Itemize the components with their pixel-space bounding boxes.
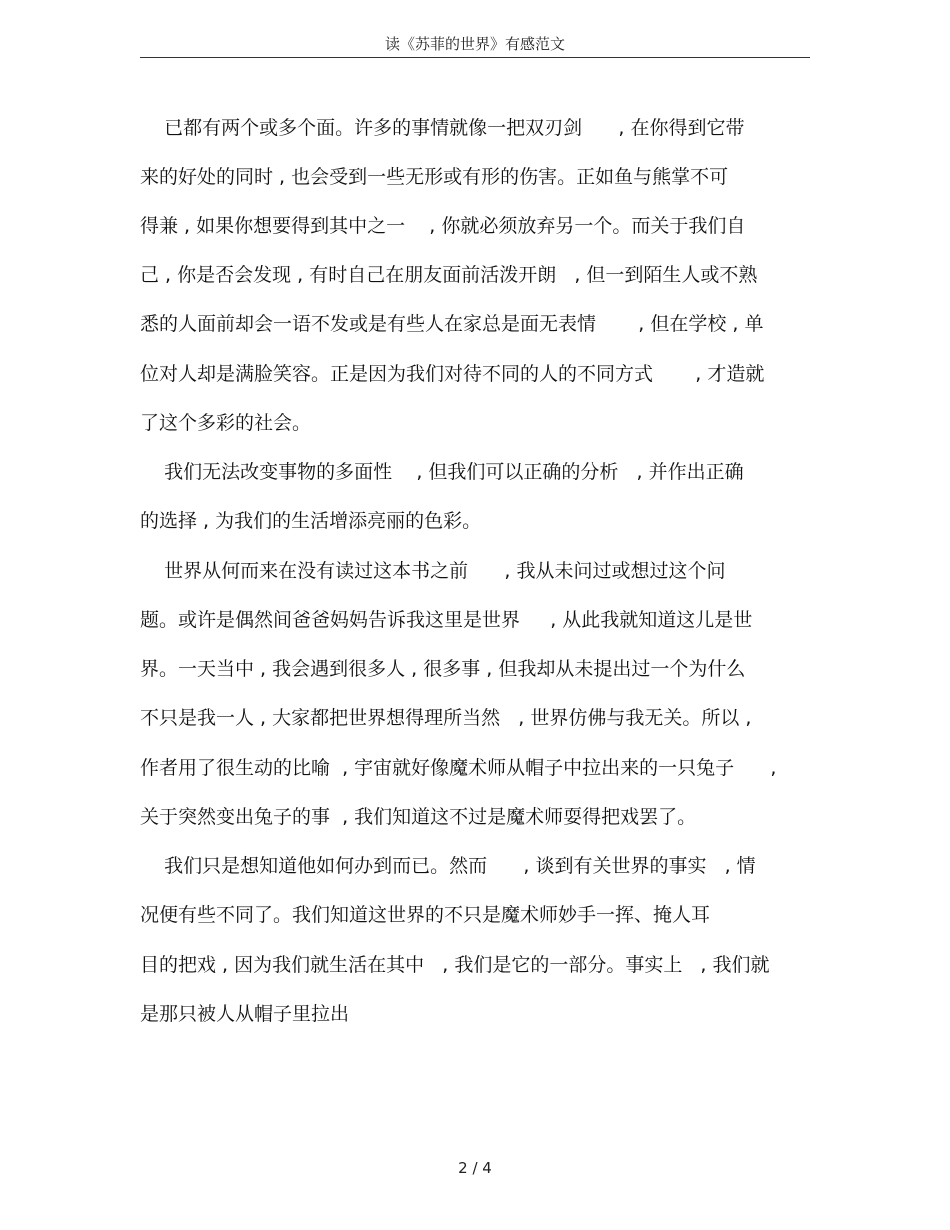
text-line: 得兼 , 如果你想要得到其中之一 , 你就必须放弃另一个。而关于我们自 [140, 215, 746, 237]
text-line: 况便有些不同了。我们知道这世界的不只是魔术师妙手一挥、掩人耳 [140, 904, 711, 926]
page-header: 读《苏菲的世界》有感范文 [384, 35, 565, 53]
text-line: 我们只是想知道他如何办到而已。然而 , 谈到有关世界的事实 , 情 [140, 855, 756, 877]
text-line: 目的把戏 , 因为我们就生活在其中 , 我们是它的一部分。事实上 , 我们就 [140, 954, 770, 976]
text-line: 的选择 , 为我们的生活增添亮丽的色彩。 [140, 510, 482, 532]
text-line: 关于突然变出兔子的事 , 我们知道这不过是魔术师耍得把戏罢了。 [140, 806, 697, 828]
text-line: 界。一天当中 , 我会遇到很多人 , 很多事 , 但我却从未提出过一个为什么 [140, 658, 746, 680]
text-line: 已都有两个或多个面。许多的事情就像一把双刃剑 , 在你得到它带 [140, 117, 745, 139]
text-line: 作者用了很生动的比喻 , 宇宙就好像魔术师从帽子中拉出来的一只兔子 , [140, 757, 777, 779]
page-number: 2 / 4 [458, 1159, 492, 1177]
text-line: 位对人却是满脸笑容。正是因为我们对待不同的人的不同方式 , 才造就 [140, 363, 765, 385]
text-line: 世界从何而来在没有读过这本书之前 , 我从未问过或想过这个问 [140, 560, 726, 582]
text-line: 不只是我一人 , 大家都把世界想得理所当然 , 世界仿佛与我无关。所以 , [140, 707, 752, 729]
text-line: 来的好处的同时 , 也会受到一些无形或有形的伤害。正如鱼与熊掌不可 [140, 166, 729, 188]
text-line: 是那只被人从帽子里拉出 [140, 1003, 350, 1025]
text-line: 题。或许是偶然间爸爸妈妈告诉我这里是世界 , 从此我就知道这儿是世 [140, 609, 753, 631]
text-line: 悉的人面前却会一语不发或是有些人在家总是面无表情 , 但在学校 , 单 [140, 313, 764, 335]
text-line: 我们无法改变事物的多面性 , 但我们可以正确的分析 , 并作出正确 [140, 461, 744, 483]
header-rule [140, 57, 810, 58]
text-line: 己 , 你是否会发现 , 有时自己在朋友面前活泼开朗 , 但一到陌生人或不熟 [140, 264, 758, 286]
text-line: 了这个多彩的社会。 [140, 412, 312, 434]
